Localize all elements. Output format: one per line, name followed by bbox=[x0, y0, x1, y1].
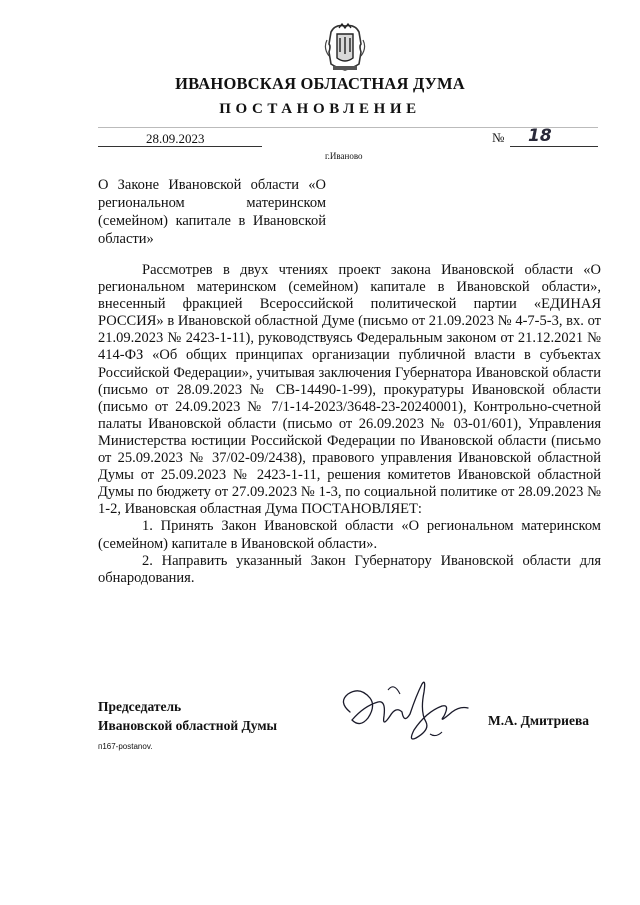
signatory-name: М.А. Дмитриева bbox=[488, 713, 589, 728]
resolution-item-2: 2. Направить указанный Закон Губернатору Ивановской области для обнародования. bbox=[98, 552, 601, 586]
signatory-title-line1: Председатель bbox=[98, 699, 182, 714]
date-topline bbox=[98, 127, 598, 128]
coat-of-arms-icon bbox=[323, 22, 367, 72]
document-date: 28.09.2023 bbox=[146, 131, 205, 146]
preamble-paragraph: Рассмотрев в двух чтениях проект закона Ивановской области «О региональном материнском (семейном) капитале в Ивановской области», внесенный фракцией Всероссийской политической партии «ЕДИНАЯ РОССИЯ» в Ивановской областной Думе (письмо от 21.09.2023 № 4-7-5-3, вх. от 21.09.2023 № 2423-1-11), руководствуясь Федеральным законом от 21.12.2021 № 414-ФЗ «Об общих принципах организации публичной власти в субъектах Российской Федерации», учитывая заключения Губернатора Ивановской области (письмо от 28.09.2023 № СВ-14490-1-99), прокуратуры Ивановской области (письмо от 24.09.2023 № 7/1-14-2023/3648-23-20240001), Контрольно-счетной палаты Ивановской области (письмо от 26.09.2023 № 03-01/601), Управления Министерства юстиции Российской Федерации по Ивановской области (письмо от 25.09.2023 № 37/02-09/2438), правового управления Ивановской областной Думы от 25.09.2023 № 2423-1-11, решения комитетов Ивановской областной Думы по бюджету от 27.09.2023 № 1-3, по социальной политике от 28.09.2023 № 1-2, Ивановская областная Дума ПОСТАНОВЛЯЕТ: bbox=[98, 262, 601, 518]
document-type: ПОСТАНОВЛЕНИЕ bbox=[219, 101, 421, 117]
signatory-title bbox=[98, 697, 277, 735]
number-label: № bbox=[492, 130, 505, 145]
document-body bbox=[98, 262, 601, 587]
signatory-title-line2: Ивановской областной Думы bbox=[98, 718, 278, 733]
number-underline bbox=[510, 146, 598, 147]
document-subject: О Законе Ивановской области «О региональном материнском (семейном) капитале в Ивановской области» bbox=[98, 177, 326, 247]
resolution-item-1: 1. Принять Закон Ивановской области «О региональном материнском (семейном) капитале в Ивановской области». bbox=[98, 518, 601, 552]
city: г.Иваново bbox=[325, 151, 363, 161]
handwritten-signature bbox=[330, 672, 480, 744]
document-number: 18 bbox=[528, 126, 552, 146]
organization-title: ИВАНОВСКАЯ ОБЛАСТНАЯ ДУМА bbox=[175, 74, 465, 93]
footer-code: п167-postanov. bbox=[98, 742, 153, 751]
